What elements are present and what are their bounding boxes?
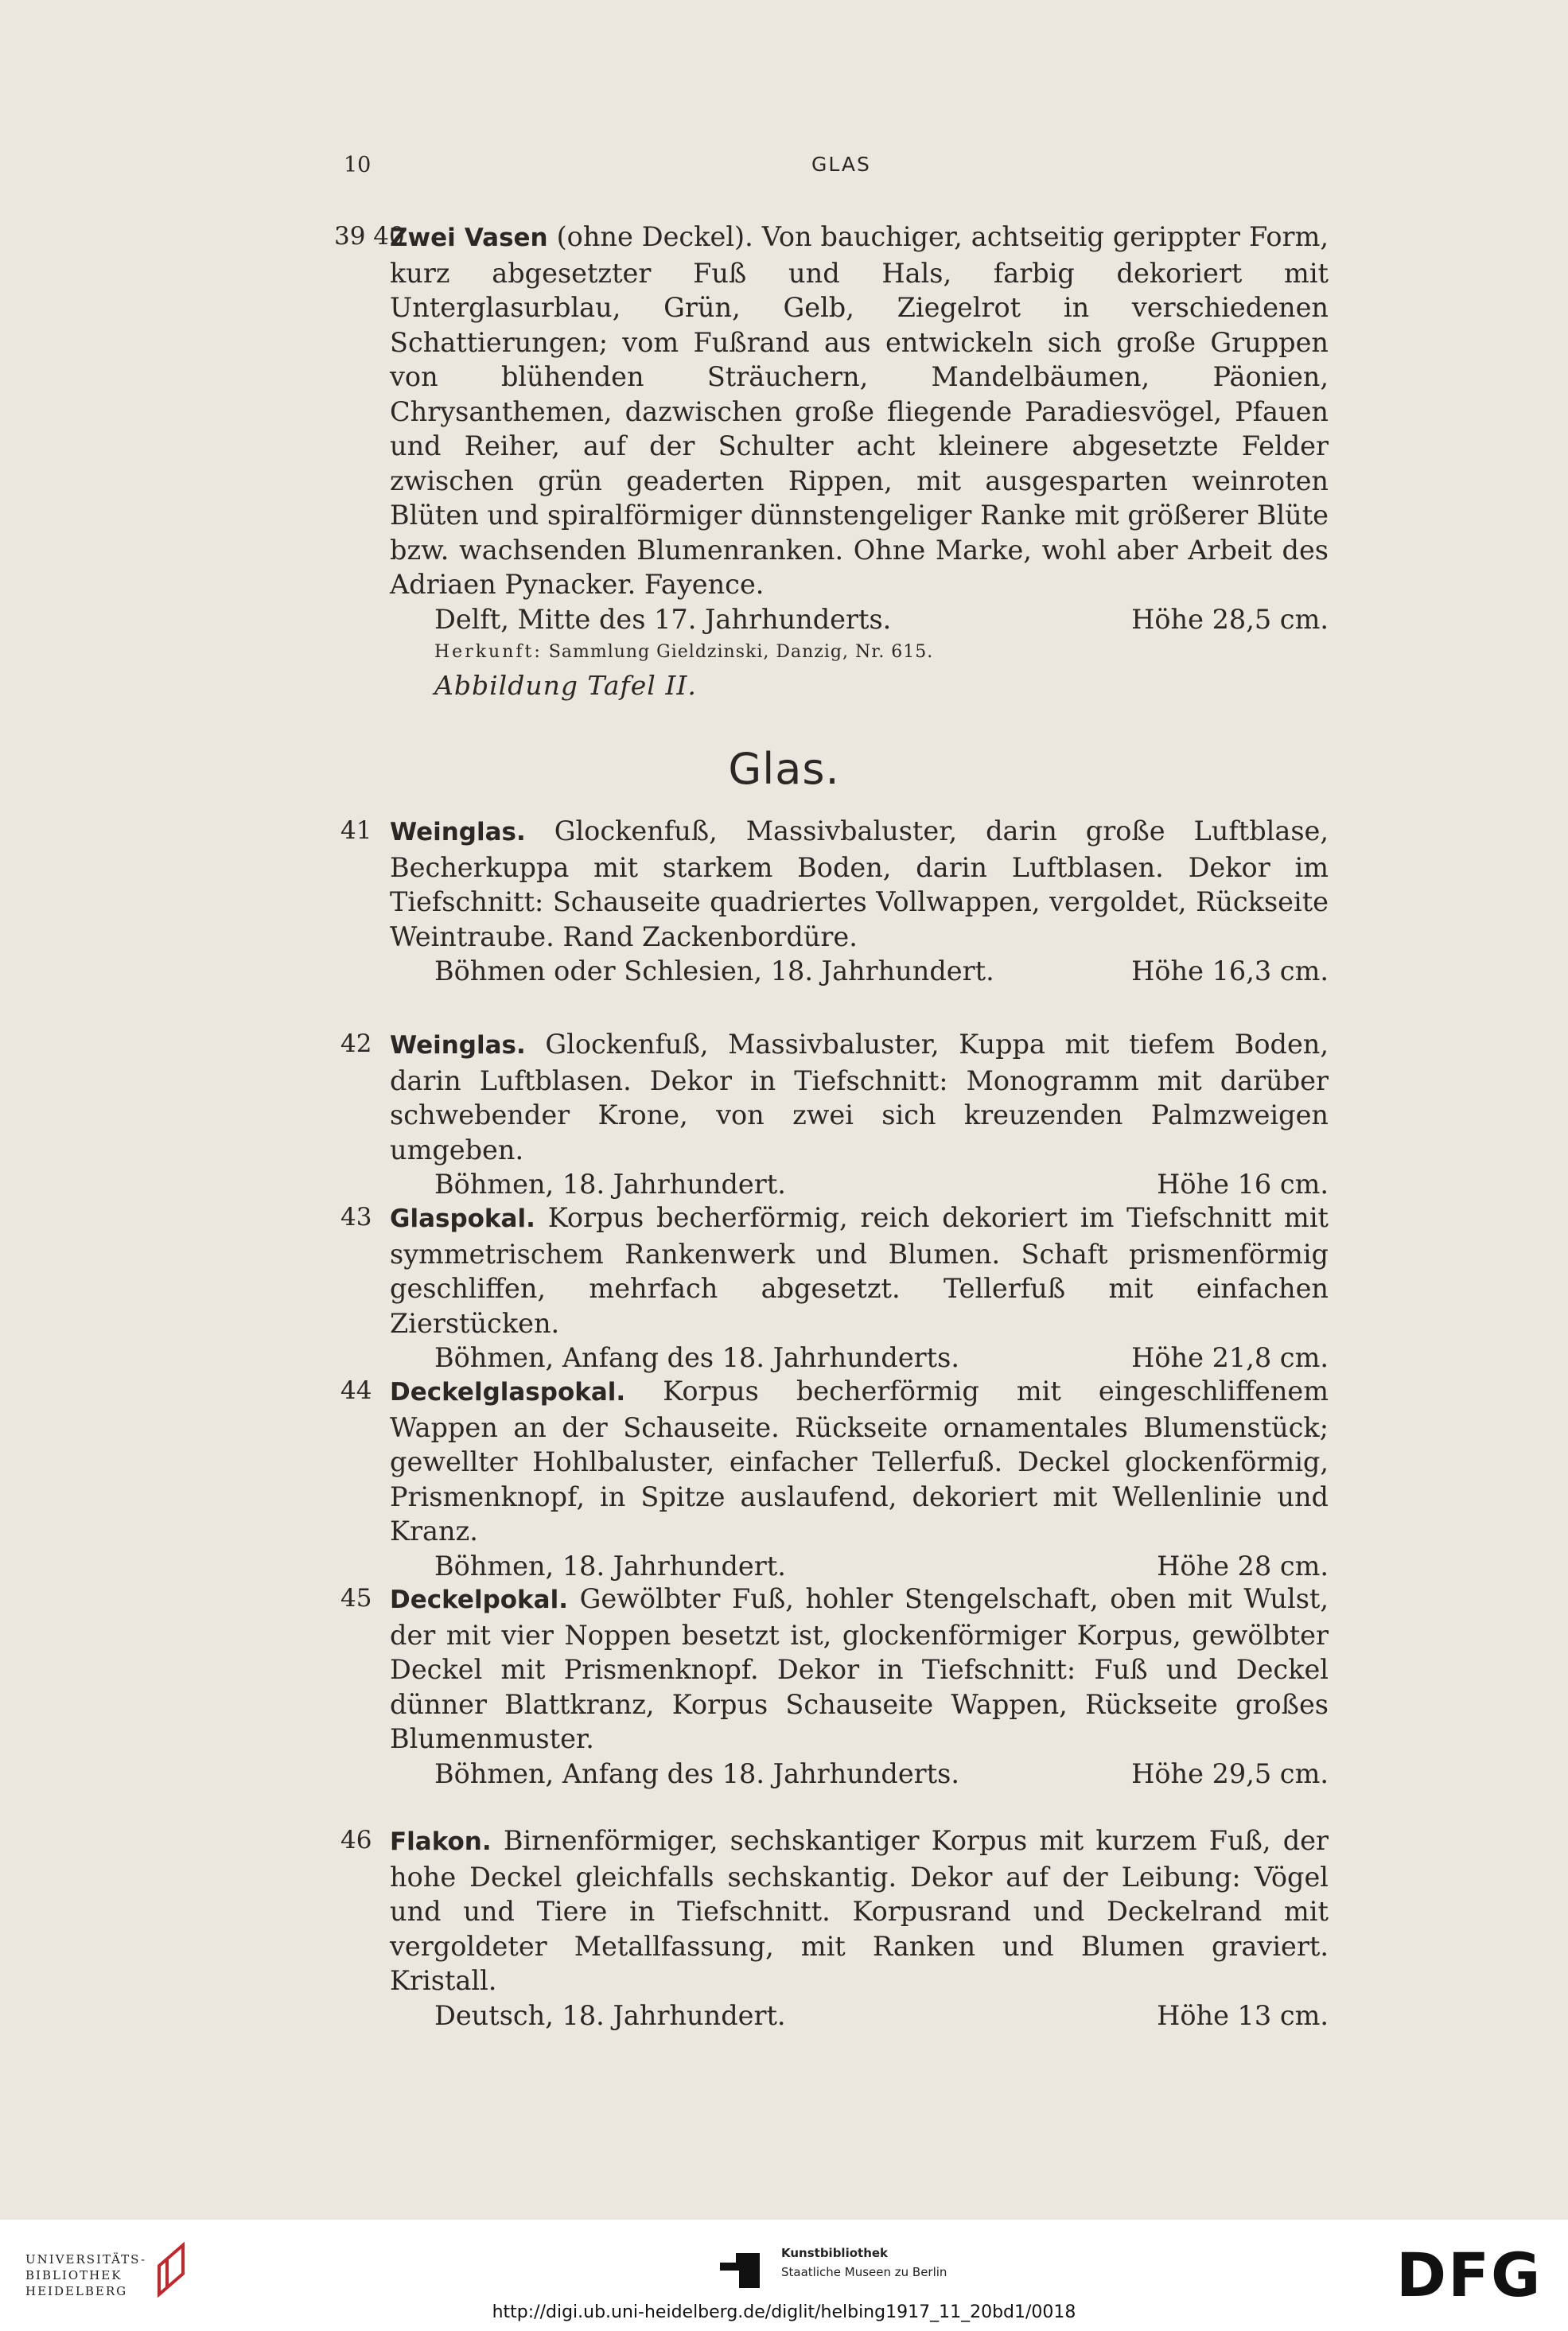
entry-height: Höhe 28,5 cm. [1131, 603, 1329, 635]
catalog-entry-46 [340, 1823, 1329, 2033]
entry-description [390, 1201, 1329, 1341]
dfg-logo[interactable]: DFG [1396, 2240, 1543, 2310]
kunstbibliothek-logo-icon[interactable] [718, 2247, 761, 2290]
permalink-url[interactable]: http://digi.ub.uni-heidelberg.de/diglit/helbing1917_11_20bd1/0018 [492, 2302, 1076, 2322]
entry-number: 42 [340, 1029, 372, 1058]
university-line: UNIVERSITÄTS- [25, 2252, 147, 2267]
entry-description [390, 220, 1329, 602]
entry-text: Korpus becherförmig, reich dekoriert im Tiefschnitt mit symmetrischem Rankenwerk und Blumen. Schaft prismenförmig geschliffen, mehrfach abgesetzt. Tellerfuß mit einfachen Zierstücken. [390, 1202, 1329, 1339]
catalog-entry-45 [340, 1582, 1329, 1791]
entry-description [390, 1823, 1329, 1998]
entry-height: Höhe 16 cm. [1157, 1169, 1329, 1200]
entry-origin: Deutsch, 18. Jahrhundert. [434, 1999, 786, 2031]
digitization-footer [0, 2220, 1568, 2331]
entry-meta [390, 602, 1329, 637]
university-line: BIBLIOTHEK [25, 2268, 123, 2282]
page-number: 10 [344, 153, 372, 177]
entry-meta [390, 1549, 1329, 1584]
catalog-entry-44 [340, 1374, 1329, 1583]
entry-meta [390, 1998, 1329, 2033]
ub-heidelberg-logo-icon[interactable] [147, 2242, 195, 2298]
entry-description [390, 1027, 1329, 1167]
entry-description [390, 1374, 1329, 1549]
entry-number: 45 [340, 1584, 372, 1613]
entry-title: Weinglas. [390, 1031, 526, 1060]
entry-number: 46 [340, 1826, 372, 1854]
entry-text: (ohne Deckel). Von bauchiger, achtseitig gerippter Form, kurz abgesetzter Fuß und Hals, farbig dekoriert mit Unterglasurblau, Grün, Gelb, Ziegelrot in verschiedenen Schattierungen; vom Fußrand aus entwickeln sich große Gruppen von blühenden Sträuchern, Mandelbäumen, Päonien, Chrysanthemen, dazwischen große fliegende Paradiesvögel, Pfauen und Reiher, auf der Schulter acht kleinere abgesetzte Felder zwischen grün geaderten Rippen, mit ausgesparten weinroten Blüten und spiralförmiger dünnstengeliger Ranke mit größerer Blüte bzw. wachsenden Blumenranken. Ohne Marke, wohl aber Arbeit des Adriaen Pynacker. Fayence. [390, 221, 1329, 600]
running-title: GLAS [811, 153, 871, 176]
entry-description [390, 814, 1329, 954]
entry-origin: Delft, Mitte des 17. Jahrhunderts. [434, 603, 892, 635]
provenance-text: Sammlung Gieldzinski, Danzig, Nr. 615. [548, 642, 934, 662]
section-title: Glas. [728, 744, 840, 794]
entry-title: Weinglas. [390, 818, 526, 846]
entry-title: Deckelpokal. [390, 1586, 568, 1614]
catalog-entry-39-40 [334, 220, 1329, 703]
catalog-entry-42 [340, 1027, 1329, 1202]
entry-title: Glaspokal. [390, 1204, 535, 1233]
entry-meta [390, 1341, 1329, 1376]
entry-number: 43 [340, 1203, 372, 1232]
entry-description [390, 1582, 1329, 1757]
entry-origin: Böhmen, Anfang des 18. Jahrhunderts. [434, 1757, 959, 1789]
running-head [0, 153, 1568, 185]
entry-height: Höhe 13 cm. [1157, 1999, 1329, 2031]
entry-height: Höhe 16,3 cm. [1131, 955, 1329, 986]
entry-text: Gewölbter Fuß, hohler Stengelschaft, oben mit Wulst, der mit vier Noppen besetzt ist, glockenförmiger Korpus, gewölbter Deckel mit Prismenknopf. Dekor in Tiefschnitt: Fuß und Deckel dünner Blattkranz, Korpus Schauseite Wappen, Rückseite großes Blumenmuster. [390, 1583, 1329, 1754]
entry-origin: Böhmen oder Schlesien, 18. Jahrhundert. [434, 955, 994, 986]
entry-text: Glockenfuß, Massivbaluster, darin große Luftblase, Becherkuppa mit starkem Boden, darin Luftblasen. Dekor im Tiefschnitt: Schauseite quadriertes Vollwappen, vergoldet, Rückseite Weintraube. Rand Zackenbordüre. [390, 815, 1329, 952]
entry-number: 39 40 [334, 222, 405, 251]
entry-title: Flakon. [390, 1827, 492, 1856]
entry-meta [390, 954, 1329, 989]
entry-figure-ref: Abbildung Tafel II. [434, 670, 697, 701]
entry-origin: Böhmen, 18. Jahrhundert. [434, 1169, 786, 1200]
entry-height: Höhe 28 cm. [1157, 1550, 1329, 1582]
catalog-entry-43 [340, 1201, 1329, 1376]
entry-number: 41 [340, 816, 372, 845]
entry-title: Zwei Vasen [390, 224, 548, 252]
entry-height: Höhe 21,8 cm. [1131, 1342, 1329, 1373]
university-library-name[interactable] [25, 2251, 146, 2299]
catalog-entry-41 [340, 814, 1329, 989]
kb-subtitle: Staatliche Museen zu Berlin [781, 2265, 947, 2279]
entry-title: Deckelglaspokal. [390, 1378, 626, 1407]
entry-meta [390, 1167, 1329, 1202]
kb-title: Kunstbibliothek [781, 2246, 889, 2260]
provenance-label: Herkunft: [434, 642, 543, 662]
entry-origin: Böhmen, Anfang des 18. Jahrhunderts. [434, 1342, 959, 1373]
entry-height: Höhe 29,5 cm. [1131, 1757, 1329, 1789]
entry-origin: Böhmen, 18. Jahrhundert. [434, 1550, 786, 1582]
entry-text: Korpus becherförmig mit eingeschliffenem Wappen an der Schauseite. Rückseite ornamentales Blumenstück; gewellter Hohlbaluster, einfacher Tellerfuß. Deckel glockenförmig, Prismenknopf, in Spitze auslaufend, dekoriert mit Wellenlinie und Kranz. [390, 1376, 1329, 1547]
entry-text: Birnenförmiger, sechskantiger Korpus mit kurzem Fuß, der hohe Deckel gleichfalls sechskantig. Dekor auf der Leibung: Vögel und und Tiere in Tiefschnitt. Korpusrand und Deckelrand mit vergoldeter Metallfassung, mit Ranken und Blumen graviert. Kristall. [390, 1825, 1329, 1996]
university-line: HEIDELBERG [25, 2284, 128, 2298]
entry-number: 44 [340, 1376, 372, 1405]
entry-meta [390, 1757, 1329, 1792]
entry-provenance [390, 636, 1329, 668]
kunstbibliothek-label[interactable] [781, 2243, 947, 2282]
entry-text: Glockenfuß, Massivbaluster, Kuppa mit tiefem Boden, darin Luftblasen. Dekor in Tiefschnitt: Monogramm mit darüber schwebender Krone, von zwei sich kreuzenden Palmzweigen umgeben. [390, 1029, 1329, 1166]
